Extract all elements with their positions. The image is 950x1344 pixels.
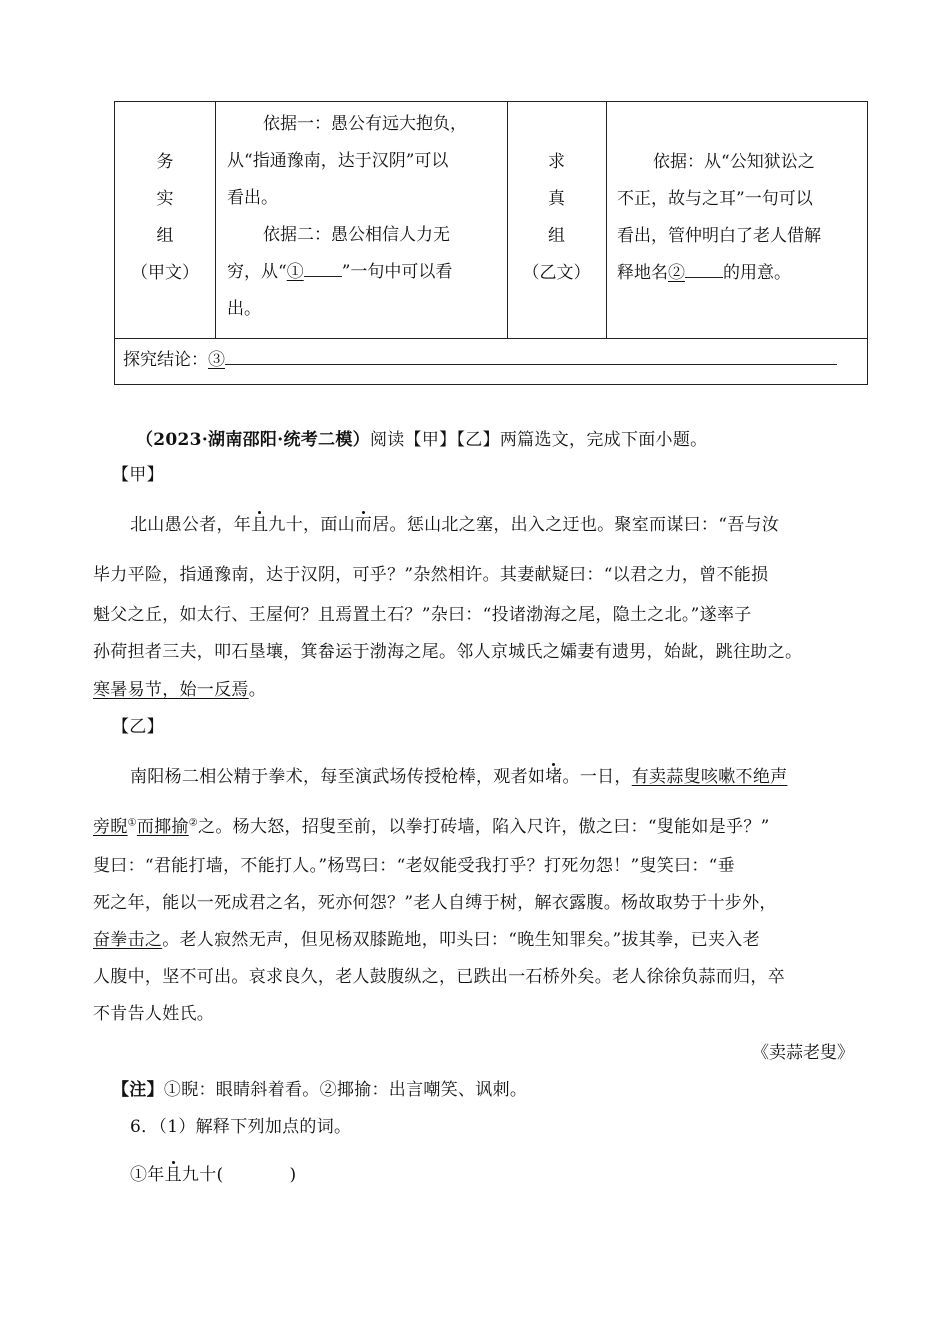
blank-1-number: ① <box>286 262 304 282</box>
footnote-mark: ② <box>188 817 199 829</box>
yi-line-3: 叟曰：“君能打墙，不能打人。”杨骂曰：“老奴能受我打乎？打死勿怨！”叟笑曰：“垂 <box>93 856 735 876</box>
jia-line-3: 魁父之丘，如太行、王屋何？且焉置土石？”杂曰：“投诸渤海之尾，隐土之北。”遂率子 <box>93 605 752 625</box>
dotted-word: 且 <box>164 1165 182 1185</box>
question-item-1: ①年且九十( ) <box>130 1165 297 1185</box>
yi-line-6: 人腹中，坚不可出。哀求良久，老人鼓腹纵之，已跌出一石桥外矣。老人徐徐负蒜而归，卒 <box>93 967 785 987</box>
underlined-sentence: 而揶揄 <box>136 817 189 837</box>
yi-line-7: 不肯告人姓氏。 <box>93 1004 215 1024</box>
dotted-word: 堵 <box>545 767 563 787</box>
yi-line-1: 南阳杨二相公精于拳术，每至演武场传授枪棒，观者如堵。一日，有卖蒜叟咳嗽不绝声 <box>130 767 788 787</box>
table-divider <box>115 338 867 339</box>
blank-3-number: ③ <box>208 350 225 370</box>
blank-2-number: ② <box>668 263 685 283</box>
yi-line-4: 死之年，能以一死成君之名，死亦何怨？”老人自缚于树，解衣露腹。杨故取势于十步外， <box>93 893 777 913</box>
jia-heading: 【甲】 <box>112 465 164 485</box>
group-label-wushi: 务 实 组 （甲文） <box>131 152 199 283</box>
blank-1[interactable] <box>304 258 342 277</box>
group-label-qiuzhen: 求 真 组 （乙文） <box>522 152 591 283</box>
question-6: 6．（1）解释下列加点的词。 <box>130 1117 352 1137</box>
wushi-evidence: 依据一：愚公有远大抱负， 从“指通豫南，达于汉阴”可以 看出。 依据二：愚公相信人力无 穷，从“① ”一句中可以看 出。 <box>227 106 505 328</box>
underlined-sentence: 旁睨 <box>93 817 128 837</box>
jia-line-5: 寒暑易节，始一反焉。 <box>93 680 267 700</box>
jia-line-4: 孙荷担者三夫，叩石垦壤，箕畚运于渤海之尾。邻人京城氏之孀妻有遗男，始龀，跳往助之。 <box>93 642 803 662</box>
blank-line-2: 释地名② 的用意。 <box>617 255 862 292</box>
table-divider <box>606 102 607 338</box>
yi-line-2: 旁睨①而揶揄②之。杨大怒，招叟至前，以拳打砖墙，陷入尺许，傲之曰：“叟能如是乎？” <box>93 817 770 837</box>
yi-heading: 【乙】 <box>112 717 164 737</box>
underlined-sentence: 有卖蒜叟咳嗽不绝声 <box>631 767 788 787</box>
dotted-word: 而 <box>354 515 373 535</box>
underlined-sentence: 寒暑易节，始一反焉 <box>93 680 249 700</box>
blank-line-1: 穷，从“① ”一句中可以看 <box>227 254 505 291</box>
blank-3[interactable] <box>225 346 837 365</box>
conclusion-row <box>123 342 863 379</box>
underlined-sentence: 奋拳击之 <box>93 930 163 950</box>
footnote-mark: ① <box>127 817 137 829</box>
yi-line-5: 奋拳击之。老人寂然无声，但见杨双膝跪地，叩头曰：“晚生知罪矣。”拔其拳，已夹入老 <box>93 930 760 950</box>
table-divider <box>215 102 216 338</box>
question-intro: （2023·湖南邵阳·统考二模）阅读【甲】【乙】两篇选文，完成下面小题。 <box>136 430 708 450</box>
conclusion-label: 探究结论： <box>123 350 208 370</box>
qiuzhen-evidence: 依据：从“公知狱讼之 不正，故与之耳”一句可以 看出，管仲明白了老人借解 释地名② 的用意。 <box>617 144 862 292</box>
evidence-table <box>114 101 868 385</box>
source-tag: （2023·湖南邵阳·统考二模） <box>136 430 370 450</box>
jia-line-1: 北山愚公者，年且九十，面山而居。惩山北之塞，出入之迂也。聚室而谋曰：“吾与汝 <box>130 515 780 535</box>
footnote-label: 【注】 <box>112 1080 164 1100</box>
jia-line-2: 毕力平险，指通豫南，达于汉阴，可乎？”杂然相许。其妻献疑曰：“以君之力，曾不能损 <box>93 565 769 585</box>
dotted-word: 且 <box>251 515 269 535</box>
yi-source: 《卖蒜老叟》 <box>752 1043 854 1063</box>
footnote: 【注】①睨：眼睛斜着看。②揶揄：出言嘲笑、讽刺。 <box>112 1080 528 1100</box>
blank-2[interactable] <box>685 259 723 278</box>
